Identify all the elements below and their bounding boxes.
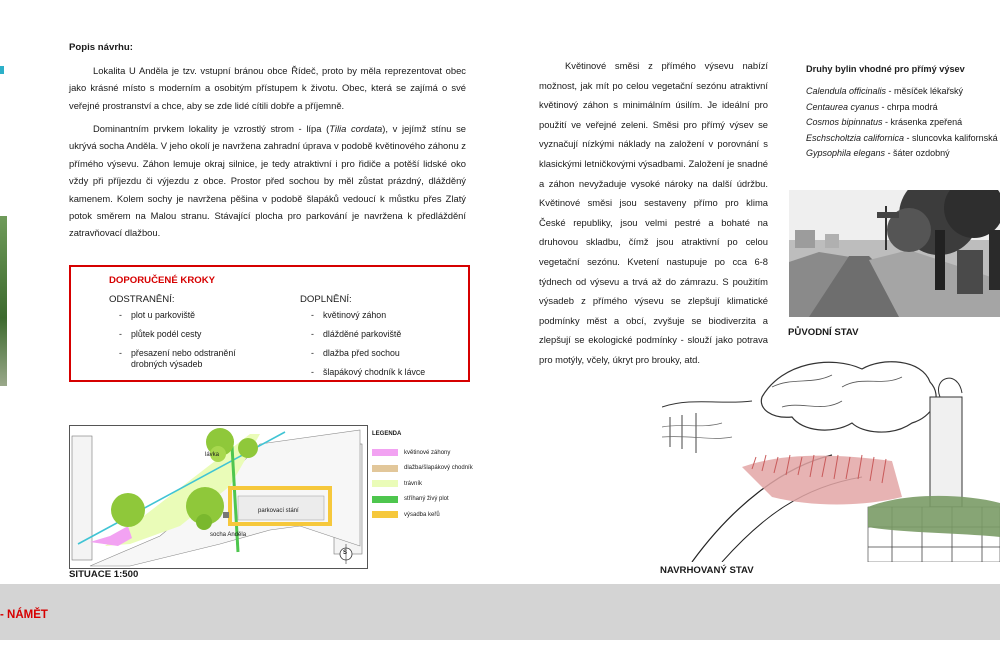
removal-item: - přesazení nebo odstranění drobných výsadeb [111, 348, 271, 370]
species-item [806, 115, 1000, 131]
removal-item: - plot u parkoviště [111, 310, 271, 321]
paragraph-2-species: Tilia cordata [329, 123, 383, 134]
paragraph-2-start: Dominantním prvkem lokality je vzrostlý strom - lípa ( [93, 123, 330, 134]
removal-title: ODSTRANĚNÍ: [109, 294, 175, 305]
description-paragraph-2 [69, 120, 466, 242]
species-latin-name: Centaurea cyanus [806, 101, 880, 112]
species-item [806, 100, 1000, 116]
species-czech-name: - krásenka zpeřená [882, 117, 963, 128]
addition-item: - květinový záhon [303, 310, 463, 321]
addition-title: DOPLNĚNÍ: [300, 294, 352, 305]
species-latin-name: Gypsophila elegans [806, 148, 886, 159]
species-item [806, 131, 1000, 147]
description-paragraph-1 [69, 62, 466, 114]
legend-label: trávník [404, 480, 423, 487]
description-heading: Popis návrhu: [69, 42, 133, 53]
species-item [806, 146, 1000, 162]
species-czech-name: - měsíček lékařský [886, 86, 964, 96]
left-edge-fragment [0, 216, 7, 386]
legend-swatch [372, 480, 398, 487]
species-latin-name: Calendula officinalis [806, 86, 887, 96]
recommended-steps-title: DOPORUČENÉ KROKY [109, 275, 216, 286]
species-czech-name: - šáter ozdobný [885, 148, 950, 159]
seed-mix-description [539, 56, 768, 370]
removal-list [111, 310, 271, 378]
recommended-steps-box [69, 265, 470, 382]
site-plan-caption: SITUACE 1:500 [69, 569, 139, 580]
species-czech-name: - sluncovka kalifornská [904, 132, 998, 143]
proposed-state-sketch [662, 357, 1000, 562]
legend-row [372, 496, 449, 503]
paragraph-2-rest: ), v jejímž stínu se ukrývá socha Anděla. V jeho okolí je navržena zahradní úprava v podobě květinového záhonu z přímého výsevu. Záhon lemuje okraj silnice, je tedy atraktivní i pro řidiče a potěší lidské oko vždy při příjezdu či výjezdu z obce. Prostor před sochou by měl zůstat prázdný, dlážděný kamenem. Kolem sochy je navržena pěšina v podobě šlapáků vedoucí k můstku přes Zlatý potok směrem na Malou stranu. Stávající plocha pro parkování je navržena k předláždění zatravňovací dlažbou. [69, 123, 466, 239]
footer-title: - NÁMĚT [0, 609, 48, 621]
site-plan-drawing [70, 426, 367, 568]
label-lavka: lávka [205, 452, 220, 458]
addition-item: - dlažba před sochou [303, 348, 463, 359]
species-item [806, 84, 1000, 100]
north-arrow-label: S [343, 550, 348, 556]
label-angel-statue: socha Anděla [210, 532, 247, 538]
species-title: Druhy bylin vhodné pro přímý výsev [806, 64, 965, 74]
legend-row [372, 511, 440, 518]
left-edge-accent [0, 66, 4, 74]
legend-swatch [372, 465, 398, 472]
species-latin-name: Eschscholtzia californica [806, 132, 905, 143]
species-latin-name: Cosmos bipinnatus [806, 117, 883, 128]
legend-swatch [372, 511, 398, 518]
species-list [806, 84, 1000, 162]
original-state-image [789, 190, 1000, 317]
legend-label: květinové záhony [404, 449, 451, 456]
removal-item: - plůtek podél cesty [111, 329, 271, 340]
legend-swatch [372, 449, 398, 456]
legend-row [372, 465, 473, 472]
label-parking: parkovací stání [258, 508, 299, 514]
legend-row [372, 449, 450, 456]
paragraph-1-text: Lokalita U Anděla je tzv. vstupní bránou obce Řídeč, proto by měla reprezentovat obec jako krásné místo s moderním a osobitým přístupem k životu. Obec, která se zajímá o své veřejné prostranství a chce, aby se zde lidé cítili dobře a příjemně. [69, 65, 466, 111]
species-czech-name: - chrpa modrá [879, 101, 938, 112]
legend-label: stříhaný živý plot [404, 496, 449, 503]
footer-band [0, 584, 1000, 640]
legend-label: výsadba keřů [404, 511, 440, 518]
seed-mix-text: Květinové směsi z přímého výsevu nabízí možnost, jak mít po celou vegetační sezónu atraktivní květinový záhon s minimálním úsilím. Je ideální pro použití ve veřejné zeleni. Směsi pro přímý výsev se vyznačují nízkými náklady na založení v porovnání s klasickými letničkovými výsadbami. Založení je snadné a záhon nevyžaduje vysoké nároky na další údržbu. Květinové směsi jsou sestaveny přímo pro klima České republiky, jsou velmi pestré a bohaté na druhovou skladbu, čímž jsou atraktivní po celou vegetační sezónu. Kvetení nastupuje po cca 6-8 týdnech od výsevu a trvá až do zámrazu. S použitím výsadeb z přímého výsevu se zlepšují klimatické podmínky měst a obcí, zvyšuje se biodiverzita a zlepšují se ekologické podmínky - slouží jako potrava pro motýly, včely, úkryt pro brouky, atd. [539, 60, 768, 365]
addition-item: - dlážděné parkoviště [303, 329, 463, 340]
site-plan [69, 425, 368, 569]
proposed-state-image [662, 357, 1000, 562]
addition-item: - šlapákový chodník k lávce [303, 367, 463, 378]
original-state-caption: PŮVODNÍ STAV [788, 327, 859, 338]
legend-label: dlažba/šlapákový chodník [404, 465, 473, 472]
proposed-state-caption: NAVRHOVANÝ STAV [660, 565, 754, 576]
legend-title: LEGENDA [372, 431, 402, 437]
original-state-photo [789, 190, 1000, 317]
addition-list [303, 310, 463, 386]
legend-swatch [372, 496, 398, 503]
legend-row [372, 480, 422, 487]
